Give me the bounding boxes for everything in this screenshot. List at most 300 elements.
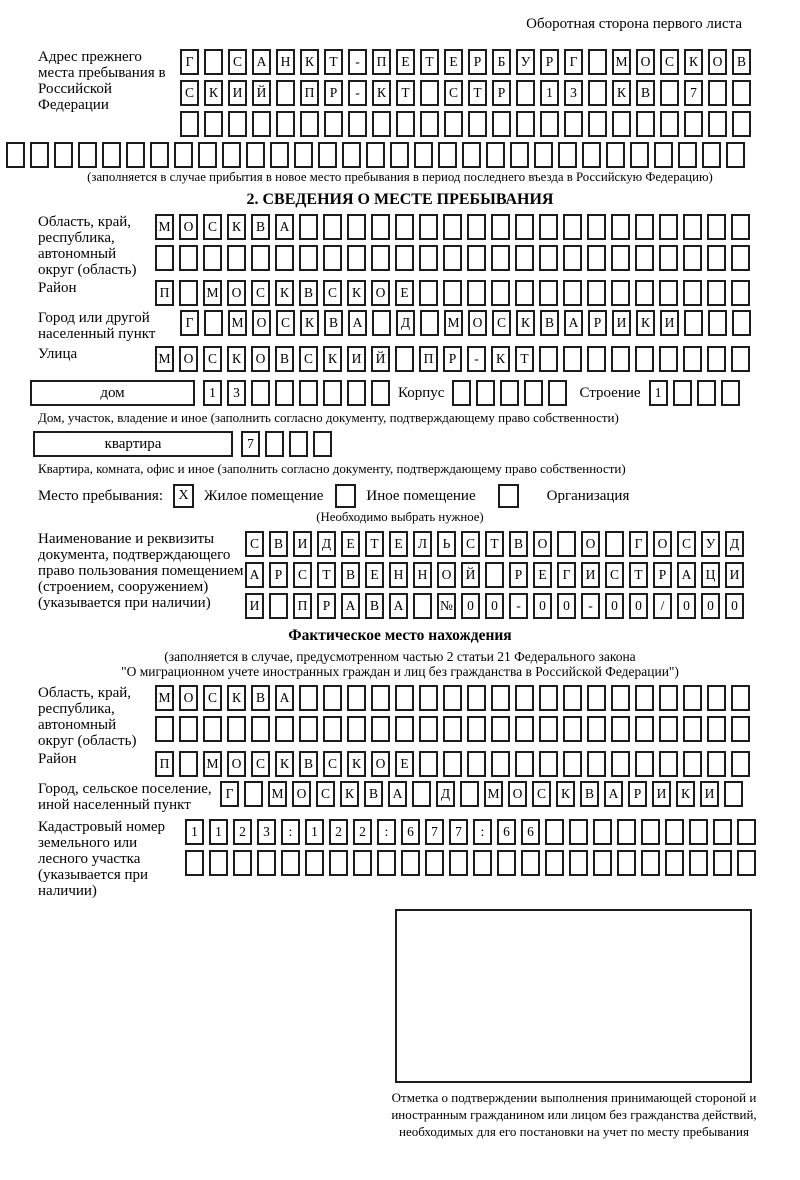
char-cell[interactable] xyxy=(102,142,121,168)
char-cell[interactable]: В xyxy=(580,781,599,807)
char-cell[interactable] xyxy=(185,850,204,876)
char-cell[interactable]: У xyxy=(516,49,535,75)
char-cell[interactable] xyxy=(371,380,390,406)
char-cell[interactable] xyxy=(425,850,444,876)
char-cell[interactable] xyxy=(444,111,463,137)
char-cell[interactable] xyxy=(617,819,636,845)
char-cell[interactable] xyxy=(660,80,679,106)
char-cell[interactable] xyxy=(486,142,505,168)
char-cell[interactable] xyxy=(673,380,692,406)
char-cell[interactable] xyxy=(721,380,740,406)
char-cell[interactable]: С xyxy=(293,562,312,588)
char-cell[interactable]: И xyxy=(581,562,600,588)
char-cell[interactable] xyxy=(593,819,612,845)
char-cell[interactable] xyxy=(420,80,439,106)
char-cell[interactable] xyxy=(732,80,751,106)
char-cell[interactable] xyxy=(606,142,625,168)
char-cell[interactable] xyxy=(347,245,366,271)
char-cell[interactable]: С xyxy=(461,531,480,557)
char-cell[interactable]: К xyxy=(684,49,703,75)
char-cell[interactable]: К xyxy=(227,346,246,372)
char-cell[interactable] xyxy=(180,111,199,137)
char-cell[interactable] xyxy=(683,346,702,372)
char-cell[interactable] xyxy=(294,142,313,168)
char-cell[interactable] xyxy=(323,716,342,742)
char-cell[interactable] xyxy=(731,751,750,777)
char-cell[interactable] xyxy=(419,280,438,306)
char-cell[interactable] xyxy=(491,280,510,306)
char-cell[interactable]: В xyxy=(341,562,360,588)
char-cell[interactable] xyxy=(443,245,462,271)
char-cell[interactable]: К xyxy=(275,751,294,777)
char-cell[interactable] xyxy=(659,346,678,372)
char-cell[interactable]: К xyxy=(227,214,246,240)
char-cell[interactable] xyxy=(557,531,576,557)
char-cell[interactable]: Т xyxy=(629,562,648,588)
char-cell[interactable]: О xyxy=(508,781,527,807)
char-cell[interactable] xyxy=(539,280,558,306)
char-cell[interactable]: : xyxy=(281,819,300,845)
char-cell[interactable] xyxy=(443,214,462,240)
char-cell[interactable] xyxy=(265,431,284,457)
char-cell[interactable]: 7 xyxy=(684,80,703,106)
char-cell[interactable] xyxy=(635,751,654,777)
char-cell[interactable] xyxy=(563,245,582,271)
char-cell[interactable]: К xyxy=(347,751,366,777)
char-cell[interactable] xyxy=(198,142,217,168)
char-cell[interactable]: К xyxy=(204,80,223,106)
char-cell[interactable] xyxy=(329,850,348,876)
char-cell[interactable]: : xyxy=(473,819,492,845)
char-cell[interactable] xyxy=(500,380,519,406)
char-cell[interactable] xyxy=(174,142,193,168)
char-cell[interactable] xyxy=(462,142,481,168)
char-cell[interactable] xyxy=(569,850,588,876)
char-cell[interactable] xyxy=(587,716,606,742)
char-cell[interactable]: Ц xyxy=(701,562,720,588)
char-cell[interactable] xyxy=(587,751,606,777)
char-cell[interactable]: Г xyxy=(629,531,648,557)
char-cell[interactable]: 0 xyxy=(725,593,744,619)
char-cell[interactable] xyxy=(204,49,223,75)
char-cell[interactable] xyxy=(443,751,462,777)
checkbox-zhiloe-pomeshchenie[interactable]: X xyxy=(173,484,194,508)
char-cell[interactable]: Т xyxy=(324,49,343,75)
char-cell[interactable]: Н xyxy=(276,49,295,75)
char-cell[interactable]: К xyxy=(300,310,319,336)
char-cell[interactable] xyxy=(593,850,612,876)
char-cell[interactable]: - xyxy=(509,593,528,619)
char-cell[interactable]: В xyxy=(269,531,288,557)
char-cell[interactable] xyxy=(524,380,543,406)
char-cell[interactable] xyxy=(323,380,342,406)
char-cell[interactable] xyxy=(395,346,414,372)
char-cell[interactable]: И xyxy=(245,593,264,619)
char-cell[interactable] xyxy=(563,280,582,306)
char-cell[interactable]: М xyxy=(228,310,247,336)
char-cell[interactable]: С xyxy=(245,531,264,557)
char-cell[interactable]: А xyxy=(388,781,407,807)
char-cell[interactable]: С xyxy=(677,531,696,557)
char-cell[interactable] xyxy=(563,685,582,711)
char-cell[interactable] xyxy=(227,716,246,742)
char-cell[interactable] xyxy=(731,716,750,742)
char-cell[interactable] xyxy=(582,142,601,168)
char-cell[interactable]: - xyxy=(348,49,367,75)
char-cell[interactable]: К xyxy=(612,80,631,106)
char-cell[interactable] xyxy=(473,850,492,876)
char-cell[interactable]: И xyxy=(293,531,312,557)
char-cell[interactable] xyxy=(347,716,366,742)
char-cell[interactable] xyxy=(569,819,588,845)
char-cell[interactable] xyxy=(179,751,198,777)
char-cell[interactable]: О xyxy=(437,562,456,588)
char-cell[interactable]: Р xyxy=(492,80,511,106)
char-cell[interactable]: : xyxy=(377,819,396,845)
char-cell[interactable]: Т xyxy=(420,49,439,75)
char-cell[interactable]: Т xyxy=(468,80,487,106)
char-cell[interactable] xyxy=(78,142,97,168)
char-cell[interactable] xyxy=(659,280,678,306)
char-cell[interactable]: С xyxy=(203,214,222,240)
char-cell[interactable]: В xyxy=(251,685,270,711)
char-cell[interactable] xyxy=(300,111,319,137)
char-cell[interactable] xyxy=(689,819,708,845)
char-cell[interactable]: С xyxy=(605,562,624,588)
char-cell[interactable] xyxy=(713,850,732,876)
char-cell[interactable]: Г xyxy=(564,49,583,75)
char-cell[interactable]: 7 xyxy=(241,431,260,457)
char-cell[interactable]: 0 xyxy=(533,593,552,619)
char-cell[interactable] xyxy=(683,245,702,271)
char-cell[interactable] xyxy=(516,111,535,137)
char-cell[interactable] xyxy=(659,214,678,240)
char-cell[interactable]: К xyxy=(676,781,695,807)
char-cell[interactable] xyxy=(492,111,511,137)
char-cell[interactable] xyxy=(563,346,582,372)
char-cell[interactable] xyxy=(246,142,265,168)
char-cell[interactable] xyxy=(516,80,535,106)
char-cell[interactable]: В xyxy=(636,80,655,106)
char-cell[interactable]: И xyxy=(725,562,744,588)
char-cell[interactable]: 3 xyxy=(564,80,583,106)
char-cell[interactable]: Е xyxy=(533,562,552,588)
char-cell[interactable]: Р xyxy=(588,310,607,336)
char-cell[interactable] xyxy=(539,245,558,271)
char-cell[interactable]: И xyxy=(612,310,631,336)
char-cell[interactable] xyxy=(372,111,391,137)
char-cell[interactable] xyxy=(659,245,678,271)
char-cell[interactable]: Ь xyxy=(437,531,456,557)
char-cell[interactable]: О xyxy=(179,214,198,240)
char-cell[interactable] xyxy=(726,142,745,168)
char-cell[interactable]: А xyxy=(245,562,264,588)
char-cell[interactable] xyxy=(563,716,582,742)
char-cell[interactable] xyxy=(491,214,510,240)
char-cell[interactable]: С xyxy=(492,310,511,336)
char-cell[interactable]: 3 xyxy=(227,380,246,406)
char-cell[interactable]: - xyxy=(467,346,486,372)
char-cell[interactable]: 1 xyxy=(649,380,668,406)
char-cell[interactable] xyxy=(707,214,726,240)
char-cell[interactable]: Й xyxy=(461,562,480,588)
char-cell[interactable] xyxy=(30,142,49,168)
char-cell[interactable] xyxy=(635,685,654,711)
char-cell[interactable]: О xyxy=(371,751,390,777)
char-cell[interactable] xyxy=(395,245,414,271)
char-cell[interactable]: М xyxy=(155,214,174,240)
char-cell[interactable] xyxy=(539,214,558,240)
char-cell[interactable]: Е xyxy=(341,531,360,557)
char-cell[interactable] xyxy=(515,280,534,306)
char-cell[interactable] xyxy=(438,142,457,168)
char-cell[interactable] xyxy=(539,716,558,742)
char-cell[interactable] xyxy=(563,751,582,777)
char-cell[interactable]: 1 xyxy=(305,819,324,845)
char-cell[interactable]: О xyxy=(533,531,552,557)
char-cell[interactable]: Т xyxy=(485,531,504,557)
char-cell[interactable] xyxy=(420,111,439,137)
char-cell[interactable]: 2 xyxy=(233,819,252,845)
char-cell[interactable] xyxy=(707,716,726,742)
char-cell[interactable] xyxy=(323,685,342,711)
char-cell[interactable]: П xyxy=(155,751,174,777)
char-cell[interactable] xyxy=(6,142,25,168)
char-cell[interactable]: Р xyxy=(269,562,288,588)
char-cell[interactable] xyxy=(401,850,420,876)
char-cell[interactable] xyxy=(587,280,606,306)
char-cell[interactable]: 7 xyxy=(449,819,468,845)
char-cell[interactable] xyxy=(683,685,702,711)
char-cell[interactable] xyxy=(611,245,630,271)
char-cell[interactable]: М xyxy=(444,310,463,336)
char-cell[interactable] xyxy=(390,142,409,168)
char-cell[interactable] xyxy=(179,716,198,742)
char-cell[interactable] xyxy=(414,142,433,168)
char-cell[interactable]: С xyxy=(251,751,270,777)
char-cell[interactable] xyxy=(630,142,649,168)
char-cell[interactable] xyxy=(545,850,564,876)
char-cell[interactable] xyxy=(324,111,343,137)
char-cell[interactable]: О xyxy=(653,531,672,557)
char-cell[interactable]: К xyxy=(556,781,575,807)
char-cell[interactable] xyxy=(476,380,495,406)
char-cell[interactable]: О xyxy=(468,310,487,336)
char-cell[interactable] xyxy=(467,245,486,271)
char-cell[interactable] xyxy=(251,716,270,742)
char-cell[interactable] xyxy=(227,245,246,271)
char-cell[interactable] xyxy=(707,280,726,306)
char-cell[interactable]: Т xyxy=(515,346,534,372)
char-cell[interactable] xyxy=(269,593,288,619)
char-cell[interactable]: 7 xyxy=(425,819,444,845)
char-cell[interactable] xyxy=(348,111,367,137)
char-cell[interactable]: Г xyxy=(220,781,239,807)
char-cell[interactable]: С xyxy=(276,310,295,336)
char-cell[interactable]: 2 xyxy=(353,819,372,845)
char-cell[interactable]: Д xyxy=(317,531,336,557)
char-cell[interactable] xyxy=(299,245,318,271)
char-cell[interactable] xyxy=(635,214,654,240)
char-cell[interactable]: А xyxy=(604,781,623,807)
char-cell[interactable]: - xyxy=(581,593,600,619)
char-cell[interactable] xyxy=(635,245,654,271)
char-cell[interactable] xyxy=(540,111,559,137)
char-cell[interactable] xyxy=(179,280,198,306)
char-cell[interactable] xyxy=(204,310,223,336)
char-cell[interactable]: А xyxy=(275,685,294,711)
char-cell[interactable] xyxy=(342,142,361,168)
char-cell[interactable]: К xyxy=(227,685,246,711)
char-cell[interactable] xyxy=(612,111,631,137)
char-cell[interactable]: 6 xyxy=(521,819,540,845)
char-cell[interactable] xyxy=(460,781,479,807)
char-cell[interactable] xyxy=(641,819,660,845)
char-cell[interactable]: Т xyxy=(396,80,415,106)
char-cell[interactable]: С xyxy=(203,685,222,711)
char-cell[interactable] xyxy=(371,245,390,271)
char-cell[interactable] xyxy=(419,716,438,742)
char-cell[interactable] xyxy=(660,111,679,137)
char-cell[interactable]: В xyxy=(732,49,751,75)
char-cell[interactable]: Л xyxy=(413,531,432,557)
char-cell[interactable] xyxy=(539,751,558,777)
char-cell[interactable]: 6 xyxy=(497,819,516,845)
char-cell[interactable] xyxy=(54,142,73,168)
char-cell[interactable]: А xyxy=(275,214,294,240)
char-cell[interactable] xyxy=(396,111,415,137)
char-cell[interactable] xyxy=(707,346,726,372)
char-cell[interactable] xyxy=(707,751,726,777)
char-cell[interactable] xyxy=(366,142,385,168)
char-cell[interactable]: Д xyxy=(725,531,744,557)
char-cell[interactable] xyxy=(665,850,684,876)
char-cell[interactable]: В xyxy=(275,346,294,372)
char-cell[interactable]: А xyxy=(252,49,271,75)
char-cell[interactable] xyxy=(611,214,630,240)
char-cell[interactable]: С xyxy=(180,80,199,106)
char-cell[interactable] xyxy=(732,111,751,137)
char-cell[interactable] xyxy=(452,380,471,406)
char-cell[interactable] xyxy=(467,685,486,711)
char-cell[interactable]: С xyxy=(660,49,679,75)
char-cell[interactable] xyxy=(395,214,414,240)
char-cell[interactable]: 0 xyxy=(485,593,504,619)
char-cell[interactable]: М xyxy=(268,781,287,807)
char-cell[interactable]: О xyxy=(251,346,270,372)
char-cell[interactable] xyxy=(611,346,630,372)
char-cell[interactable]: Й xyxy=(371,346,390,372)
char-cell[interactable] xyxy=(203,716,222,742)
char-cell[interactable]: Н xyxy=(389,562,408,588)
char-cell[interactable] xyxy=(419,245,438,271)
char-cell[interactable] xyxy=(179,245,198,271)
char-cell[interactable] xyxy=(485,562,504,588)
char-cell[interactable] xyxy=(510,142,529,168)
char-cell[interactable] xyxy=(683,280,702,306)
char-cell[interactable]: А xyxy=(348,310,367,336)
char-cell[interactable] xyxy=(732,310,751,336)
char-cell[interactable] xyxy=(468,111,487,137)
char-cell[interactable] xyxy=(563,214,582,240)
char-cell[interactable] xyxy=(276,111,295,137)
char-cell[interactable]: Р xyxy=(540,49,559,75)
char-cell[interactable]: 1 xyxy=(203,380,222,406)
char-cell[interactable] xyxy=(689,850,708,876)
char-cell[interactable]: И xyxy=(652,781,671,807)
char-cell[interactable]: Р xyxy=(317,593,336,619)
dom-box[interactable]: дом xyxy=(30,380,195,406)
char-cell[interactable]: Г xyxy=(180,49,199,75)
char-cell[interactable]: 0 xyxy=(605,593,624,619)
char-cell[interactable]: 0 xyxy=(557,593,576,619)
char-cell[interactable]: В xyxy=(364,781,383,807)
char-cell[interactable] xyxy=(281,850,300,876)
char-cell[interactable]: П xyxy=(293,593,312,619)
char-cell[interactable] xyxy=(395,716,414,742)
char-cell[interactable] xyxy=(724,781,743,807)
char-cell[interactable]: Е xyxy=(444,49,463,75)
char-cell[interactable]: П xyxy=(419,346,438,372)
char-cell[interactable] xyxy=(491,751,510,777)
char-cell[interactable]: Е xyxy=(395,751,414,777)
char-cell[interactable] xyxy=(244,781,263,807)
char-cell[interactable] xyxy=(257,850,276,876)
char-cell[interactable]: 0 xyxy=(629,593,648,619)
char-cell[interactable] xyxy=(654,142,673,168)
char-cell[interactable]: О xyxy=(636,49,655,75)
char-cell[interactable]: В xyxy=(365,593,384,619)
char-cell[interactable]: П xyxy=(300,80,319,106)
char-cell[interactable]: Е xyxy=(389,531,408,557)
char-cell[interactable] xyxy=(299,716,318,742)
char-cell[interactable] xyxy=(371,716,390,742)
char-cell[interactable] xyxy=(636,111,655,137)
char-cell[interactable]: 3 xyxy=(257,819,276,845)
char-cell[interactable] xyxy=(233,850,252,876)
char-cell[interactable]: В xyxy=(540,310,559,336)
char-cell[interactable] xyxy=(611,280,630,306)
char-cell[interactable] xyxy=(731,280,750,306)
char-cell[interactable] xyxy=(497,850,516,876)
char-cell[interactable]: О xyxy=(371,280,390,306)
char-cell[interactable] xyxy=(270,142,289,168)
char-cell[interactable] xyxy=(684,310,703,336)
char-cell[interactable] xyxy=(731,214,750,240)
char-cell[interactable] xyxy=(617,850,636,876)
char-cell[interactable]: Т xyxy=(317,562,336,588)
char-cell[interactable] xyxy=(659,751,678,777)
char-cell[interactable] xyxy=(420,310,439,336)
char-cell[interactable] xyxy=(588,49,607,75)
char-cell[interactable]: Г xyxy=(180,310,199,336)
char-cell[interactable] xyxy=(611,716,630,742)
char-cell[interactable] xyxy=(419,685,438,711)
char-cell[interactable] xyxy=(371,214,390,240)
char-cell[interactable] xyxy=(713,819,732,845)
char-cell[interactable]: 0 xyxy=(461,593,480,619)
char-cell[interactable] xyxy=(449,850,468,876)
char-cell[interactable]: В xyxy=(324,310,343,336)
char-cell[interactable] xyxy=(708,80,727,106)
char-cell[interactable]: И xyxy=(347,346,366,372)
char-cell[interactable] xyxy=(252,111,271,137)
char-cell[interactable]: Г xyxy=(557,562,576,588)
char-cell[interactable]: Б xyxy=(492,49,511,75)
char-cell[interactable]: Р xyxy=(324,80,343,106)
char-cell[interactable] xyxy=(126,142,145,168)
char-cell[interactable]: Д xyxy=(436,781,455,807)
